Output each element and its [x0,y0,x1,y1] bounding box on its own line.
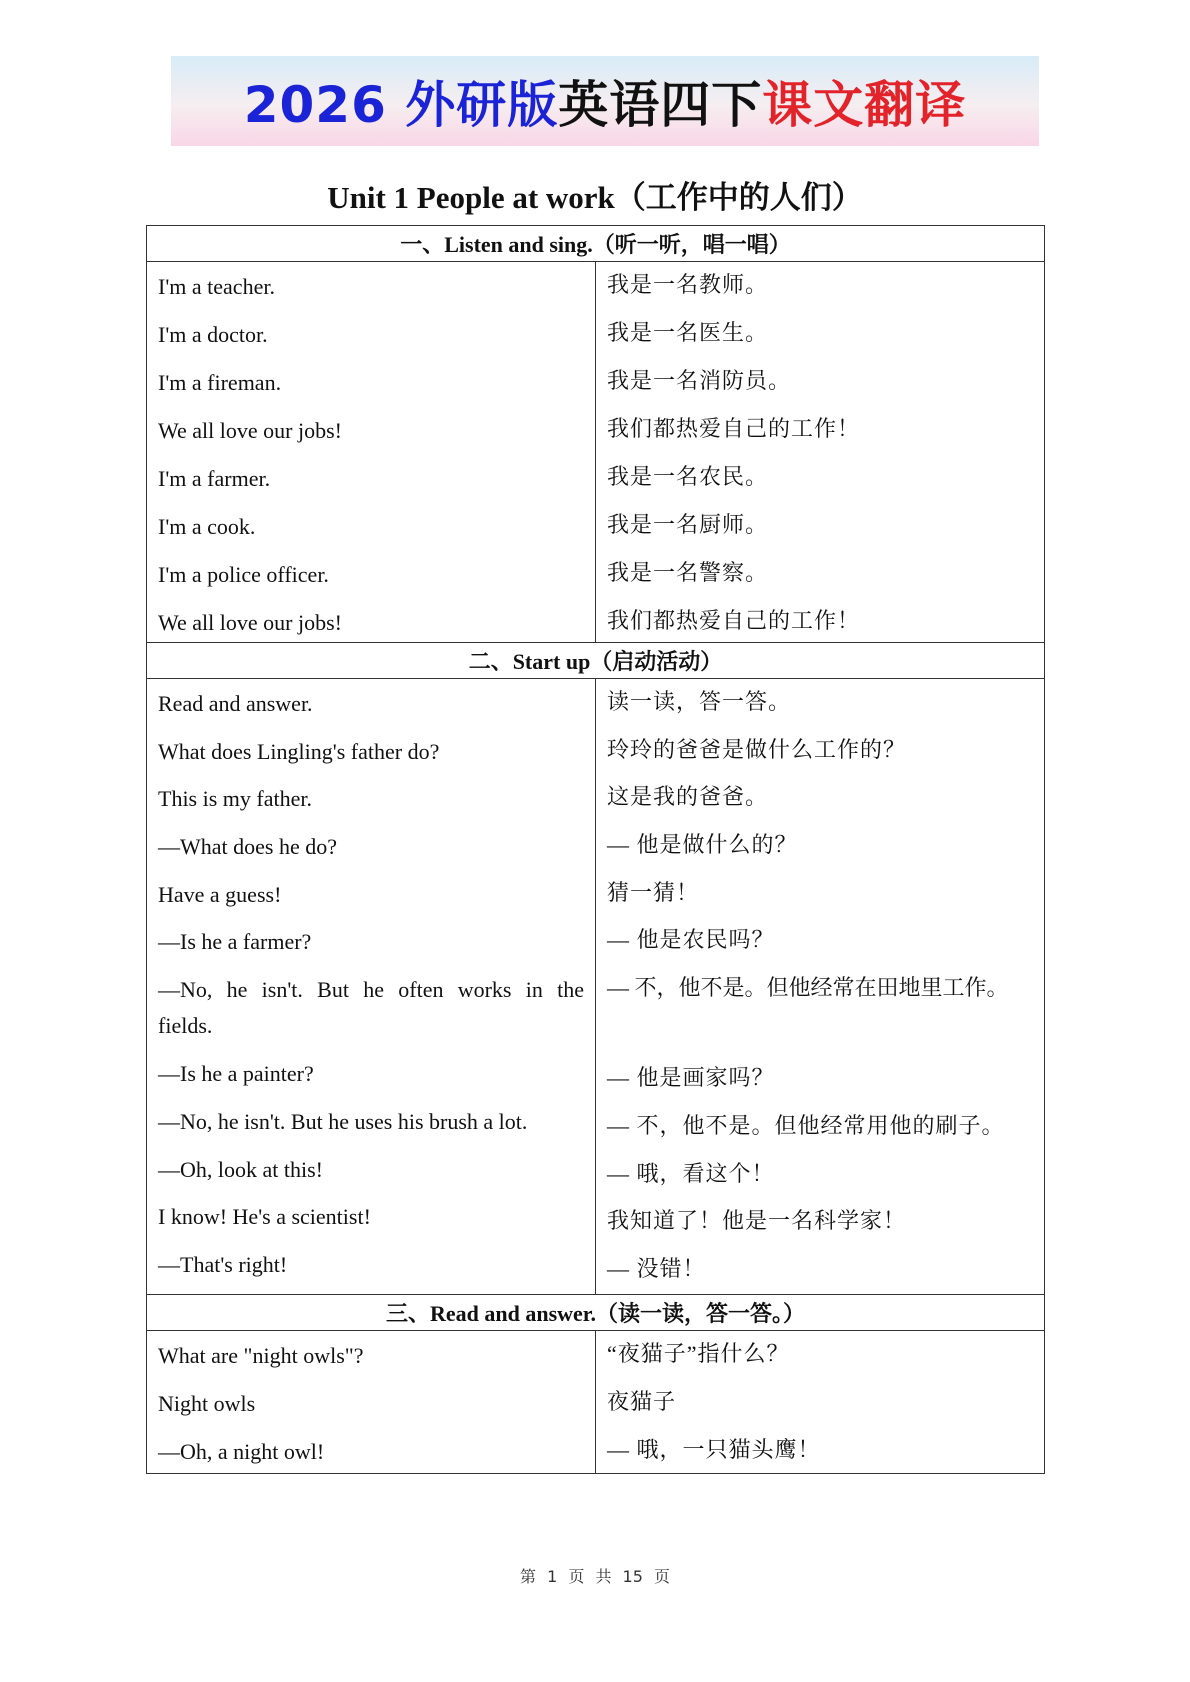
english-column [147,1330,596,1473]
chinese-line: — 没错！ [607,1255,706,1281]
english-line: Read and answer. [158,691,313,716]
banner-year-edition: 2026 外研版 [243,76,559,134]
chinese-line: “夜猫子”指什么？ [607,1340,790,1366]
english-line-part: fields. [158,1013,213,1039]
chinese-line: 我是一名医生。 [607,320,769,345]
section-heading: 三、Read and answer.（读一读，答一答。） [147,1294,1045,1330]
chinese-line: 我们都热爱自己的工作！ [607,608,861,633]
section-heading: 一、Listen and sing.（听一听，唱一唱） [147,226,1045,262]
english-line: I know! He's a scientist! [158,1204,371,1230]
page-footer [0,1564,1190,1587]
english-line: —What does he do? [158,834,337,860]
chinese-column [596,1330,1045,1473]
chinese-column [596,679,1045,1295]
english-column [147,679,596,1295]
english-line: —That's right! [158,1251,288,1277]
english-line: —Oh, a night owl! [158,1438,325,1464]
english-line: Have a guess! [158,881,282,907]
section-heading: 二、Start up（启动活动） [147,643,1045,679]
english-line: I'm a cook. [158,514,256,539]
chinese-line: 玲玲的爸爸是做什么工作的？ [607,736,907,762]
banner-subject: 英语四下 [558,76,763,134]
english-line: Night owls [158,1390,256,1416]
chinese-line: 猜一猜！ [607,879,700,905]
chinese-line: — 哦，看这个！ [607,1160,775,1186]
english-line: I'm a doctor. [158,322,268,347]
chinese-line: 这是我的爸爸。 [607,784,769,810]
chinese-line: — 他是做什么的？ [607,832,798,858]
english-line: —Is he a painter? [158,1061,314,1087]
english-line: We all love our jobs! [158,610,342,635]
banner-doc-type: 课文翻译 [762,76,967,134]
footer-middle: 页 共 [568,1567,612,1586]
chinese-line: 我们都热爱自己的工作！ [607,416,861,441]
chinese-line: 我是一名警察。 [607,560,769,585]
chinese-line: 我知道了！他是一名科学家！ [607,1208,907,1234]
chinese-line: 读一读，答一答。 [607,689,792,714]
english-column [147,262,596,643]
english-line: I'm a farmer. [158,466,271,491]
title-banner [171,56,1039,146]
english-line [158,977,584,1061]
english-line: —Is he a farmer? [158,929,312,955]
chinese-column [596,262,1045,643]
chinese-line: 我是一名农民。 [607,464,769,489]
unit-title: Unit 1 People at work（工作中的人们） [327,180,863,215]
chinese-line: — 不，他不是。但他经常用他的刷子。 [607,1112,1005,1138]
chinese-line: — 他是画家吗？ [607,1065,775,1091]
english-line: I'm a fireman. [158,370,282,395]
translation-table [146,225,1045,1474]
footer-prefix: 第 [519,1567,536,1586]
chinese-line: — 哦，一只猫头鹰！ [607,1436,821,1462]
english-line: What does Lingling's father do? [158,738,440,764]
chinese-line: 我是一名消防员。 [607,368,792,393]
english-line: What are "night owls"? [158,1342,364,1368]
english-line: I'm a teacher. [158,274,275,299]
english-line: We all love our jobs! [158,418,342,443]
english-line: —Oh, look at this! [158,1156,323,1182]
english-line: —No, he isn't. But he uses his brush a lot. [158,1108,528,1134]
footer-suffix: 页 [654,1567,671,1586]
chinese-line: — 他是农民吗？ [607,927,775,953]
english-line: I'm a police officer. [158,562,329,587]
english-line-part: —No, he isn't. But he often works in the [158,977,584,1003]
footer-total-pages: 15 [622,1567,643,1586]
chinese-line: — 不，他不是。但他经常在田地里工作。 [607,975,1009,1001]
chinese-line: 夜猫子 [607,1388,677,1414]
english-line: This is my father. [158,786,312,812]
chinese-line: 我是一名教师。 [607,272,769,297]
chinese-line: 我是一名厨师。 [607,512,769,537]
footer-page-number: 1 [547,1567,558,1586]
